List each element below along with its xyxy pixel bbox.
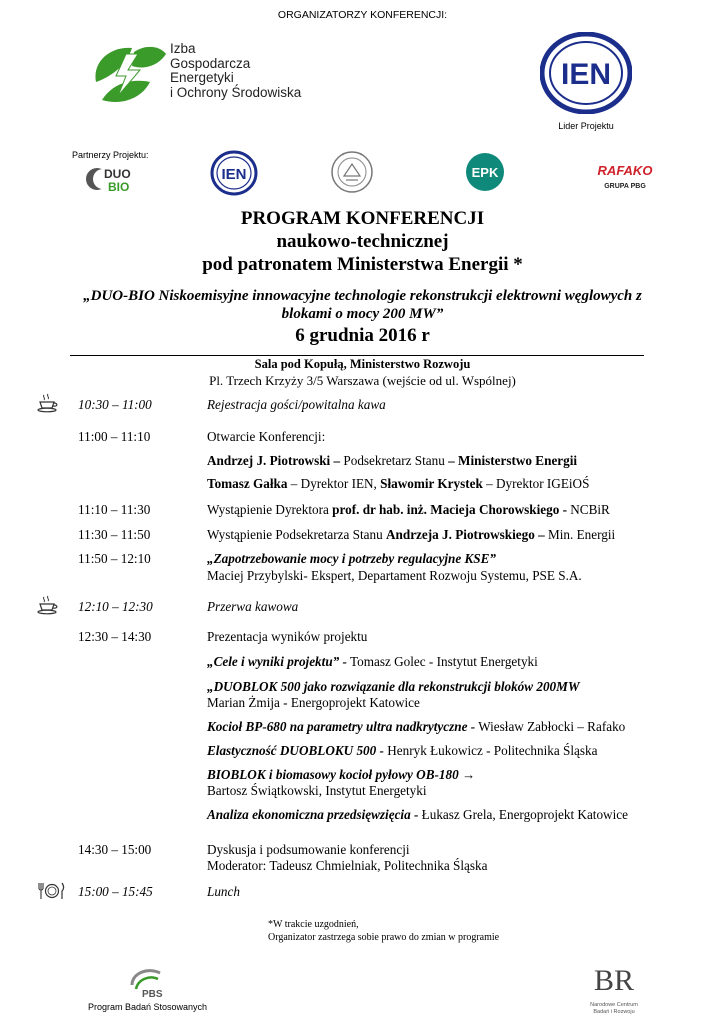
program-title: PROGRAM KONFERENCJI	[240, 208, 485, 229]
session-text: Wystąpienie Podsekretarza Stanu	[207, 527, 387, 542]
session-text: Otwarcie Konferencji:	[207, 429, 326, 444]
speaker-name: Sławomir Krystek	[380, 476, 483, 491]
pbs-logo	[122, 965, 172, 1001]
talk-title: Elastyczność DUOBLOKU 500 -	[207, 743, 384, 758]
speaker-info: Wiesław Zabłocki – Rafako	[475, 719, 626, 734]
speaker-info: Łukasz Grela, Energoprojekt Katowice	[418, 807, 628, 822]
ien-text: IEN	[560, 58, 612, 91]
time-slot: 11:50 – 12:10	[78, 551, 151, 566]
ncbr-logo	[590, 962, 638, 1020]
time-slot: 11:30 – 11:50	[78, 527, 151, 542]
session-text: Prezentacja wyników projektu	[207, 629, 368, 644]
time-slot: 15:00 – 15:45	[78, 884, 153, 899]
speaker-info: Tomasz Golec - Instytut Energetyki	[346, 654, 538, 669]
partners-label: Partnerzy Projektu:	[72, 150, 149, 160]
izba-line-2: Gospodarcza	[170, 55, 251, 71]
speaker-role: Podsekretarz Stanu	[343, 453, 445, 468]
talk-title: Kocioł BP-680 na parametry ultra nadkrytyczne -	[207, 719, 476, 734]
talk-title: Analiza ekonomiczna przedsięwzięcia -	[207, 807, 419, 822]
project-title: „DUO-BIO Niskoemisyjne innowacyjne technologie rekonstrukcji elektrowni węglowych z blokami o mocy 200 MW”	[83, 288, 642, 322]
izba-leaf-icon	[88, 40, 168, 110]
time-slot: 14:30 – 15:00	[78, 842, 152, 857]
footnote	[268, 918, 499, 944]
session-text: Lunch	[207, 884, 240, 899]
conference-date: 6 grudnia 2016 r	[295, 325, 430, 346]
session-text: Wystąpienie Dyrektora	[207, 502, 333, 517]
time-slot: 12:10 – 12:30	[78, 599, 153, 614]
duobio-text-1: DUO	[104, 167, 131, 181]
rafako-logo	[592, 160, 658, 194]
ien-logo-large	[540, 32, 632, 114]
speaker-info: Henryk Łukowicz - Politechnika Śląska	[383, 743, 598, 758]
session-text: Dyskusja i podsumowanie konferencji	[207, 842, 410, 857]
pbs-text: PBS	[142, 989, 163, 1000]
speaker-name: prof. dr hab. inż. Macieja Chorowskiego -	[332, 502, 567, 517]
speaker-info: Marian Żmija - Energoprojekt Katowice	[207, 695, 420, 710]
speaker-name: Tomasz Gałka	[207, 476, 288, 491]
izba-line-3: Energetyki	[170, 70, 234, 85]
pbs-label: Program Badań Stosowanych	[88, 1002, 208, 1012]
ien-logo-small	[210, 150, 258, 196]
time-slot: 10:30 – 11:00	[78, 397, 152, 412]
izba-name	[170, 42, 301, 100]
venue-name: Sala pod Kopułą, Ministerstwo Rozwoju	[254, 357, 471, 371]
speaker-org: – Ministerstwo Energii	[444, 453, 578, 468]
speaker-role: – Dyrektor IEN,	[287, 476, 381, 491]
time-slot: 11:10 – 11:30	[78, 502, 151, 517]
talk-title: „Zapotrzebowanie mocy i potrzeby regulacyjne KSE”	[207, 551, 497, 566]
ien-small-text: IEN	[221, 166, 247, 183]
cutlery-plate-icon	[36, 882, 66, 900]
coffee-cup-icon	[36, 393, 60, 413]
izba-line-4: i Ochrony Środowiska	[170, 84, 302, 100]
moderator-info: Moderator: Tadeusz Chmielniak, Politechnika Śląska	[207, 858, 488, 873]
divider	[70, 355, 644, 356]
footnote-line-2: Organizator zastrzega sobie prawo do zmian w programie	[268, 932, 500, 943]
session-text: Rejestracja gości/powitalna kawa	[207, 397, 386, 412]
time-slot: 12:30 – 14:30	[78, 629, 152, 644]
coffee-cup-icon	[36, 595, 60, 615]
br-sub-1: Narodowe Centrum	[590, 1002, 638, 1008]
br-sub-2: Badań i Rozwoju	[593, 1009, 635, 1015]
speaker-info: Maciej Przybylski- Ekspert, Departament Rozwoju Systemu, PSE S.A.	[207, 568, 582, 583]
organizers-header: ORGANIZATORZY KONFERENCJI:	[277, 9, 448, 21]
speaker-org: NCBiR	[566, 502, 610, 517]
program-subtitle-2	[0, 253, 725, 276]
izba-line-1: Izba	[170, 41, 196, 56]
duobio-text-2: BIO	[108, 180, 130, 194]
time-slot: 11:00 – 11:10	[78, 429, 151, 444]
rafako-text: RAFAKO	[597, 163, 653, 178]
epk-logo	[465, 152, 505, 192]
university-seal-logo	[330, 150, 374, 194]
speaker-info: Bartosz Świątkowski, Instytut Energetyki	[207, 783, 427, 798]
talk-title: BIOBLOK i biomasowy kocioł pyłowy OB-180 →	[207, 767, 476, 782]
br-text: BR	[594, 964, 635, 997]
footnote-line-1: *W trakcie uzgodnień,	[268, 919, 359, 930]
rafako-subtext: GRUPA PBG	[604, 183, 646, 190]
talk-title: „Cele i wyniki projektu” -	[207, 654, 347, 669]
speaker-role: – Dyrektor IGEiOŚ	[482, 476, 590, 491]
duobio-logo	[84, 163, 146, 197]
patronage-star: *	[508, 254, 523, 275]
session-text: Przerwa kawowa	[207, 599, 299, 614]
program-subtitle-1: naukowo-technicznej	[276, 231, 449, 252]
lider-label: Lider Projektu	[558, 121, 614, 131]
patronage-text: pod patronatem Ministerstwa Energii	[202, 254, 509, 275]
venue-address: Pl. Trzech Krzyży 3/5 Warszawa (wejście od ul. Wspólnej)	[209, 373, 516, 388]
speaker-name: Andrzeja J. Piotrowskiego –	[386, 527, 545, 542]
epk-text: EPK	[471, 165, 499, 180]
speaker-name: Andrzej J. Piotrowski –	[207, 453, 344, 468]
speaker-org: Min. Energii	[544, 527, 616, 542]
izba-logo	[88, 40, 318, 110]
talk-title: „DUOBLOK 500 jako rozwiązanie dla rekonstrukcji bloków 200MW	[207, 679, 580, 694]
